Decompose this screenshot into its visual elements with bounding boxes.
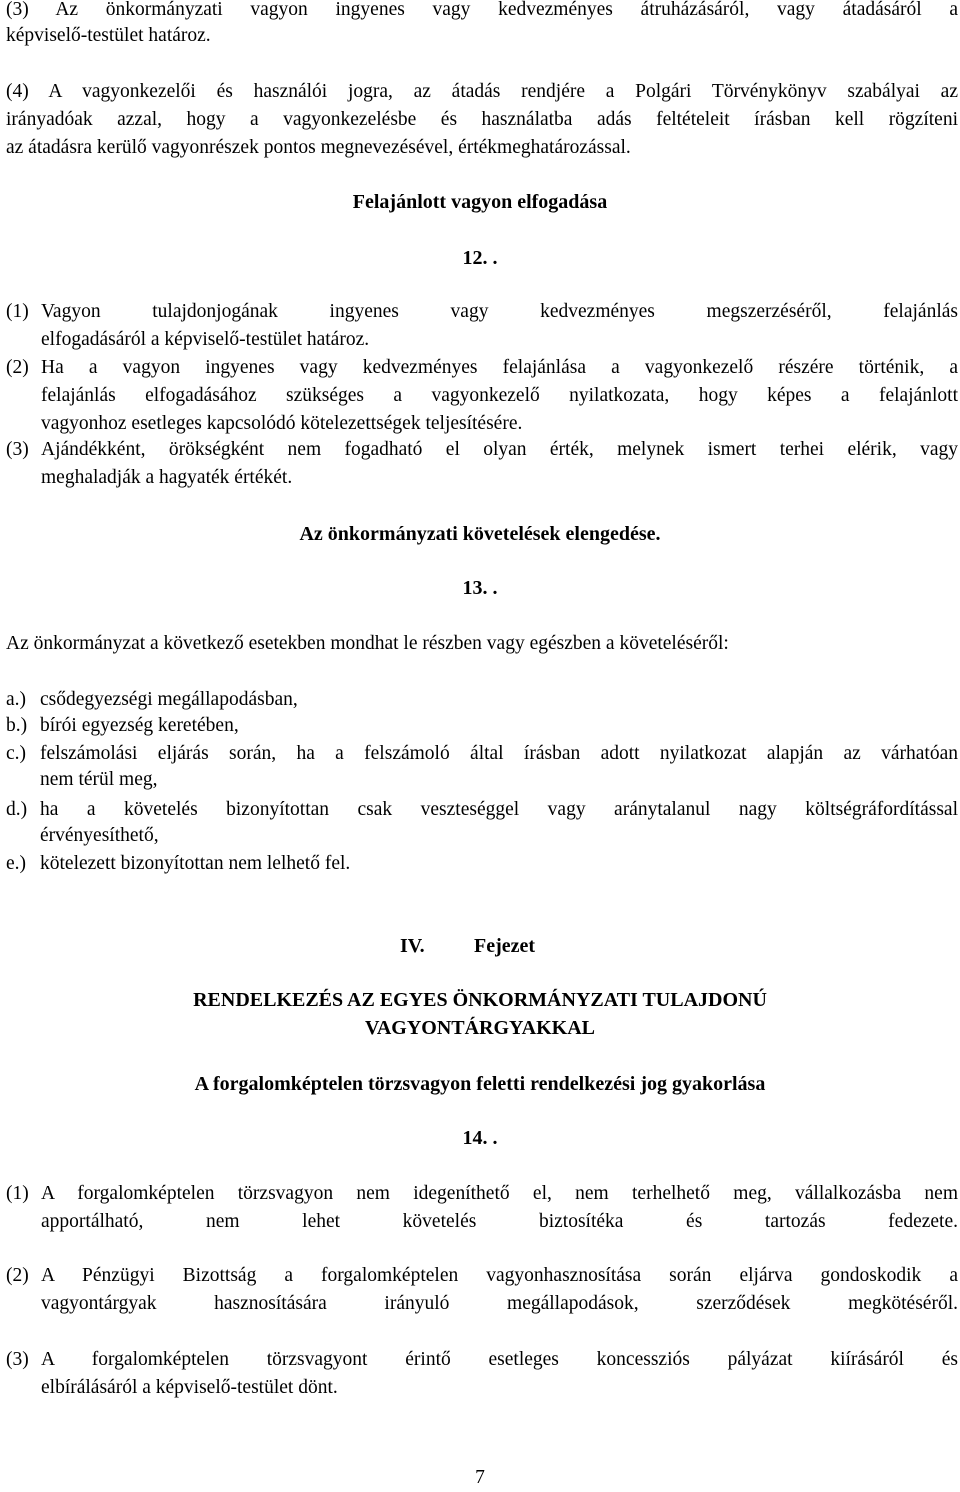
paragraph-12-1-number: (1) bbox=[6, 301, 29, 322]
list-item-e-line-1: kötelezett bizonyítottan nem lelhető fel. bbox=[40, 853, 351, 874]
paragraph-12-2-line-3: vagyonhoz esetleges kapcsolódó kötelezettségek teljesítésére. bbox=[41, 413, 523, 434]
paragraph-12-3-line-2: meghaladják a hagyaték értékét. bbox=[41, 467, 293, 488]
section-13-number: 13. . bbox=[462, 577, 498, 599]
paragraph-14-2-line-2: vagyontárgyak hasznosítására irányuló megállapodások, szerződések megkötéséről. bbox=[41, 1293, 958, 1314]
list-item-label-c: c.) bbox=[6, 743, 27, 764]
section-13-title: Az önkormányzati követelések elengedése. bbox=[299, 523, 661, 545]
list-item-label-e: e.) bbox=[6, 853, 27, 874]
section-12-title: Felajánlott vagyon elfogadása bbox=[352, 191, 608, 213]
chapter-number: IV. bbox=[400, 935, 425, 957]
paragraph-14-3-line-1: A forgalomképtelen törzsvagyont érintő esetleges koncessziós pályázat kiírásáról és bbox=[41, 1349, 958, 1370]
paragraph-12-2-line-1: Ha a vagyon ingyenes vagy kedvezményes felajánlása a vagyonkezelő részére történik, a bbox=[41, 357, 958, 378]
list-item-d-line-1: ha a követelés bizonyítottan csak veszteséggel vagy aránytalanul nagy költségráfordítással bbox=[40, 799, 958, 820]
list-item-d-line-2: érvényesíthető, bbox=[40, 825, 159, 846]
chapter-word: Fejezet bbox=[474, 935, 536, 957]
list-item-b-line-1: bírói egyezség keretében, bbox=[40, 715, 239, 736]
paragraph-11-3-line-2: képviselő-testület határoz. bbox=[6, 25, 211, 46]
section-14-title: A forgalomképtelen törzsvagyon feletti rendelkezési jog gyakorlása bbox=[194, 1073, 766, 1095]
paragraph-12-3-line-1: Ajándékként, örökségként nem fogadható el olyan érték, melynek ismert terhei elérik, vagy bbox=[41, 439, 958, 460]
paragraph-12-1-line-1: Vagyon tulajdonjogának ingyenes vagy kedvezményes megszerzéséről, felajánlás bbox=[41, 301, 958, 322]
paragraph-14-2-number: (2) bbox=[6, 1265, 29, 1286]
paragraph-11-3-line-1: (3) Az önkormányzati vagyon ingyenes vagy kedvezményes átruházásáról, vagy átadásáról a bbox=[6, 0, 958, 20]
list-item-c-line-2: nem térül meg, bbox=[40, 769, 158, 790]
paragraph-14-1-number: (1) bbox=[6, 1183, 29, 1204]
paragraph-12-2-line-2: felajánlás elfogadásához szükséges a vagyonkezelő nyilatkozata, hogy képes a felajánlott bbox=[41, 385, 958, 406]
section-13-intro: Az önkormányzat a következő esetekben mondhat le részben vagy egészben a követeléséről: bbox=[6, 633, 729, 654]
section-14-number: 14. . bbox=[462, 1127, 498, 1149]
paragraph-14-1-line-1: A forgalomképtelen törzsvagyon nem idegeníthető el, nem terhelhető meg, vállalkozásba nem bbox=[41, 1183, 958, 1204]
list-item-label-b: b.) bbox=[6, 715, 28, 736]
paragraph-12-1-line-2: elfogadásáról a képviselő-testület határoz. bbox=[41, 329, 370, 350]
paragraph-14-3-number: (3) bbox=[6, 1349, 29, 1370]
section-12-number: 12. . bbox=[462, 247, 498, 269]
list-item-label-a: a.) bbox=[6, 689, 27, 710]
paragraph-11-4-line-2: irányadóak azzal, hogy a vagyonkezelésbe és használatba adás feltételeit írásban kell rögzíteni bbox=[6, 109, 958, 130]
chapter-title-line-1: RENDELKEZÉS AZ EGYES ÖNKORMÁNYZATI TULAJDONÚ bbox=[193, 989, 767, 1011]
paragraph-11-4-line-1: (4) A vagyonkezelői és használói jogra, az átadás rendjére a Polgári Törvénykönyv szabályai az bbox=[6, 81, 958, 102]
paragraph-14-2-line-1: A Pénzügyi Bizottság a forgalomképtelen vagyonhasznosítása során eljárva gondoskodik a bbox=[41, 1265, 958, 1286]
list-item-c-line-1: felszámolási eljárás során, ha a felszámoló által írásban adott nyilatkozat alapján az várhatóan bbox=[40, 743, 958, 764]
list-item-a-line-1: csődegyezségi megállapodásban, bbox=[40, 689, 298, 710]
paragraph-12-3-number: (3) bbox=[6, 439, 29, 460]
paragraph-12-2-number: (2) bbox=[6, 357, 29, 378]
paragraph-14-1-line-2: apportálható, nem lehet követelés biztosítéka és tartozás fedezete. bbox=[41, 1211, 958, 1232]
list-item-label-d: d.) bbox=[6, 799, 28, 820]
chapter-title-line-2: VAGYONTÁRGYAKKAL bbox=[364, 1017, 596, 1039]
paragraph-14-3-line-2: elbírálásáról a képviselő-testület dönt. bbox=[41, 1377, 338, 1398]
paragraph-11-4-line-3: az átadásra kerülő vagyonrészek pontos megnevezésével, értékmeghatározással. bbox=[6, 137, 631, 158]
page-number: 7 bbox=[475, 1467, 485, 1488]
